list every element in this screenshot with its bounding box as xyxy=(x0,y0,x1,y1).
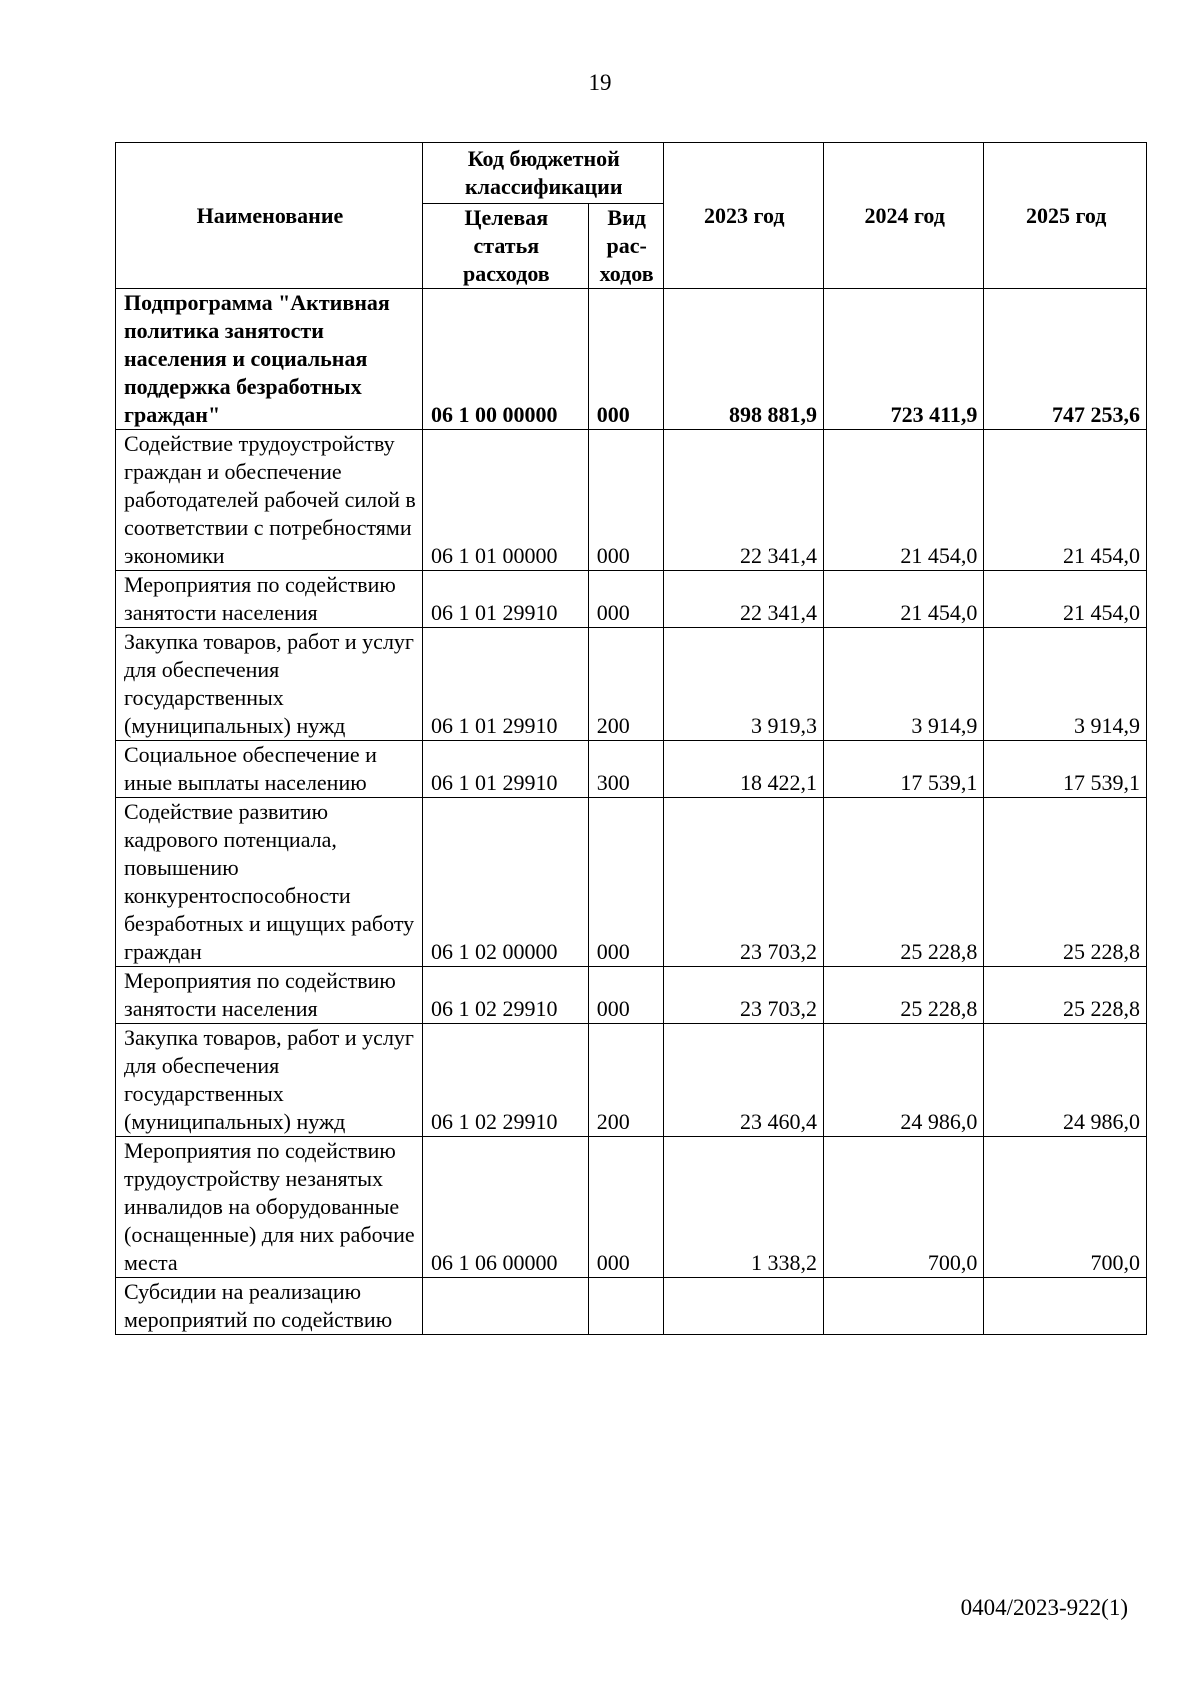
row-value-2024: 21 454,0 xyxy=(823,571,983,628)
table-row xyxy=(116,571,1147,628)
row-value-2024: 3 914,9 xyxy=(823,628,983,741)
header-code-group: Код бюджетной классификации xyxy=(422,143,663,204)
row-name: Субсидии на реализацию мероприятий по содействию xyxy=(116,1278,423,1335)
row-value-2023: 22 341,4 xyxy=(663,430,823,571)
row-value-2024: 723 411,9 xyxy=(823,289,983,430)
row-value-2023: 23 460,4 xyxy=(663,1024,823,1137)
header-name: Наименование xyxy=(116,143,423,289)
row-value-2025: 3 914,9 xyxy=(984,628,1147,741)
row-name: Мероприятия по содействию занятости населения xyxy=(116,967,423,1024)
row-value-2023: 1 338,2 xyxy=(663,1137,823,1278)
row-value-2023: 3 919,3 xyxy=(663,628,823,741)
header-year-2025: 2025 год xyxy=(984,143,1147,289)
row-code: 06 1 01 00000 xyxy=(422,430,588,571)
row-name: Подпрограмма "Активная политика занятости населения и социальная поддержка безработных граждан" xyxy=(116,289,423,430)
document-code: 0404/2023-922(1) xyxy=(960,1595,1128,1620)
row-value-2025: 700,0 xyxy=(984,1137,1147,1278)
row-value-2025: 21 454,0 xyxy=(984,571,1147,628)
row-value-2025 xyxy=(984,1278,1147,1335)
row-value-2025: 25 228,8 xyxy=(984,967,1147,1024)
row-value-2023: 22 341,4 xyxy=(663,571,823,628)
row-value-2024: 25 228,8 xyxy=(823,798,983,967)
row-value-2025: 24 986,0 xyxy=(984,1024,1147,1137)
budget-table xyxy=(115,142,1147,1335)
row-value-2024: 24 986,0 xyxy=(823,1024,983,1137)
row-name: Содействие развитию кадрового потенциала, повышению конкурентоспособности безработных и ищущих работу граждан xyxy=(116,798,423,967)
table-row xyxy=(116,967,1147,1024)
table-row xyxy=(116,1024,1147,1137)
row-expense-type: 000 xyxy=(588,430,663,571)
row-code: 06 1 00 00000 xyxy=(422,289,588,430)
row-code: 06 1 06 00000 xyxy=(422,1137,588,1278)
row-code: 06 1 02 00000 xyxy=(422,798,588,967)
row-expense-type: 000 xyxy=(588,967,663,1024)
row-expense-type: 000 xyxy=(588,798,663,967)
header-year-2024: 2024 год xyxy=(823,143,983,289)
row-name: Социальное обеспечение и иные выплаты населению xyxy=(116,741,423,798)
row-expense-type: 300 xyxy=(588,741,663,798)
row-name: Мероприятия по содействию трудоустройству незанятых инвалидов на оборудованные (оснащенные) для них рабочие места xyxy=(116,1137,423,1278)
row-expense-type: 000 xyxy=(588,571,663,628)
row-code: 06 1 01 29910 xyxy=(422,628,588,741)
page-number: 19 xyxy=(588,70,612,95)
header-target-article: Целевая статья расходов xyxy=(422,204,588,289)
row-expense-type: 000 xyxy=(588,289,663,430)
header-year-2023: 2023 год xyxy=(663,143,823,289)
table-row xyxy=(116,1278,1147,1335)
row-code xyxy=(422,1278,588,1335)
row-code: 06 1 02 29910 xyxy=(422,967,588,1024)
row-value-2023: 23 703,2 xyxy=(663,798,823,967)
row-name: Закупка товаров, работ и услуг для обеспечения государственных (муниципальных) нужд xyxy=(116,1024,423,1137)
row-code: 06 1 01 29910 xyxy=(422,741,588,798)
row-value-2024: 700,0 xyxy=(823,1137,983,1278)
table-row xyxy=(116,1137,1147,1278)
row-value-2023 xyxy=(663,1278,823,1335)
row-expense-type: 200 xyxy=(588,1024,663,1137)
row-value-2024: 25 228,8 xyxy=(823,967,983,1024)
row-expense-type: 000 xyxy=(588,1137,663,1278)
row-name: Мероприятия по содействию занятости населения xyxy=(116,571,423,628)
table-row xyxy=(116,798,1147,967)
header-expense-type: Вид рас-ходов xyxy=(588,204,663,289)
table-row xyxy=(116,628,1147,741)
table-row xyxy=(116,430,1147,571)
row-code: 06 1 02 29910 xyxy=(422,1024,588,1137)
row-value-2023: 18 422,1 xyxy=(663,741,823,798)
table-body xyxy=(116,289,1147,1335)
row-value-2023: 23 703,2 xyxy=(663,967,823,1024)
row-value-2024: 17 539,1 xyxy=(823,741,983,798)
row-code: 06 1 01 29910 xyxy=(422,571,588,628)
row-value-2025: 25 228,8 xyxy=(984,798,1147,967)
row-expense-type: 200 xyxy=(588,628,663,741)
table-row xyxy=(116,289,1147,430)
row-expense-type xyxy=(588,1278,663,1335)
row-value-2023: 898 881,9 xyxy=(663,289,823,430)
row-name: Содействие трудоустройству граждан и обеспечение работодателей рабочей силой в соответствии с потребностями экономики xyxy=(116,430,423,571)
table-row xyxy=(116,741,1147,798)
row-value-2024: 21 454,0 xyxy=(823,430,983,571)
row-value-2025: 747 253,6 xyxy=(984,289,1147,430)
header-row-1 xyxy=(116,143,1147,204)
row-name: Закупка товаров, работ и услуг для обеспечения государственных (муниципальных) нужд xyxy=(116,628,423,741)
row-value-2024 xyxy=(823,1278,983,1335)
row-value-2025: 21 454,0 xyxy=(984,430,1147,571)
row-value-2025: 17 539,1 xyxy=(984,741,1147,798)
